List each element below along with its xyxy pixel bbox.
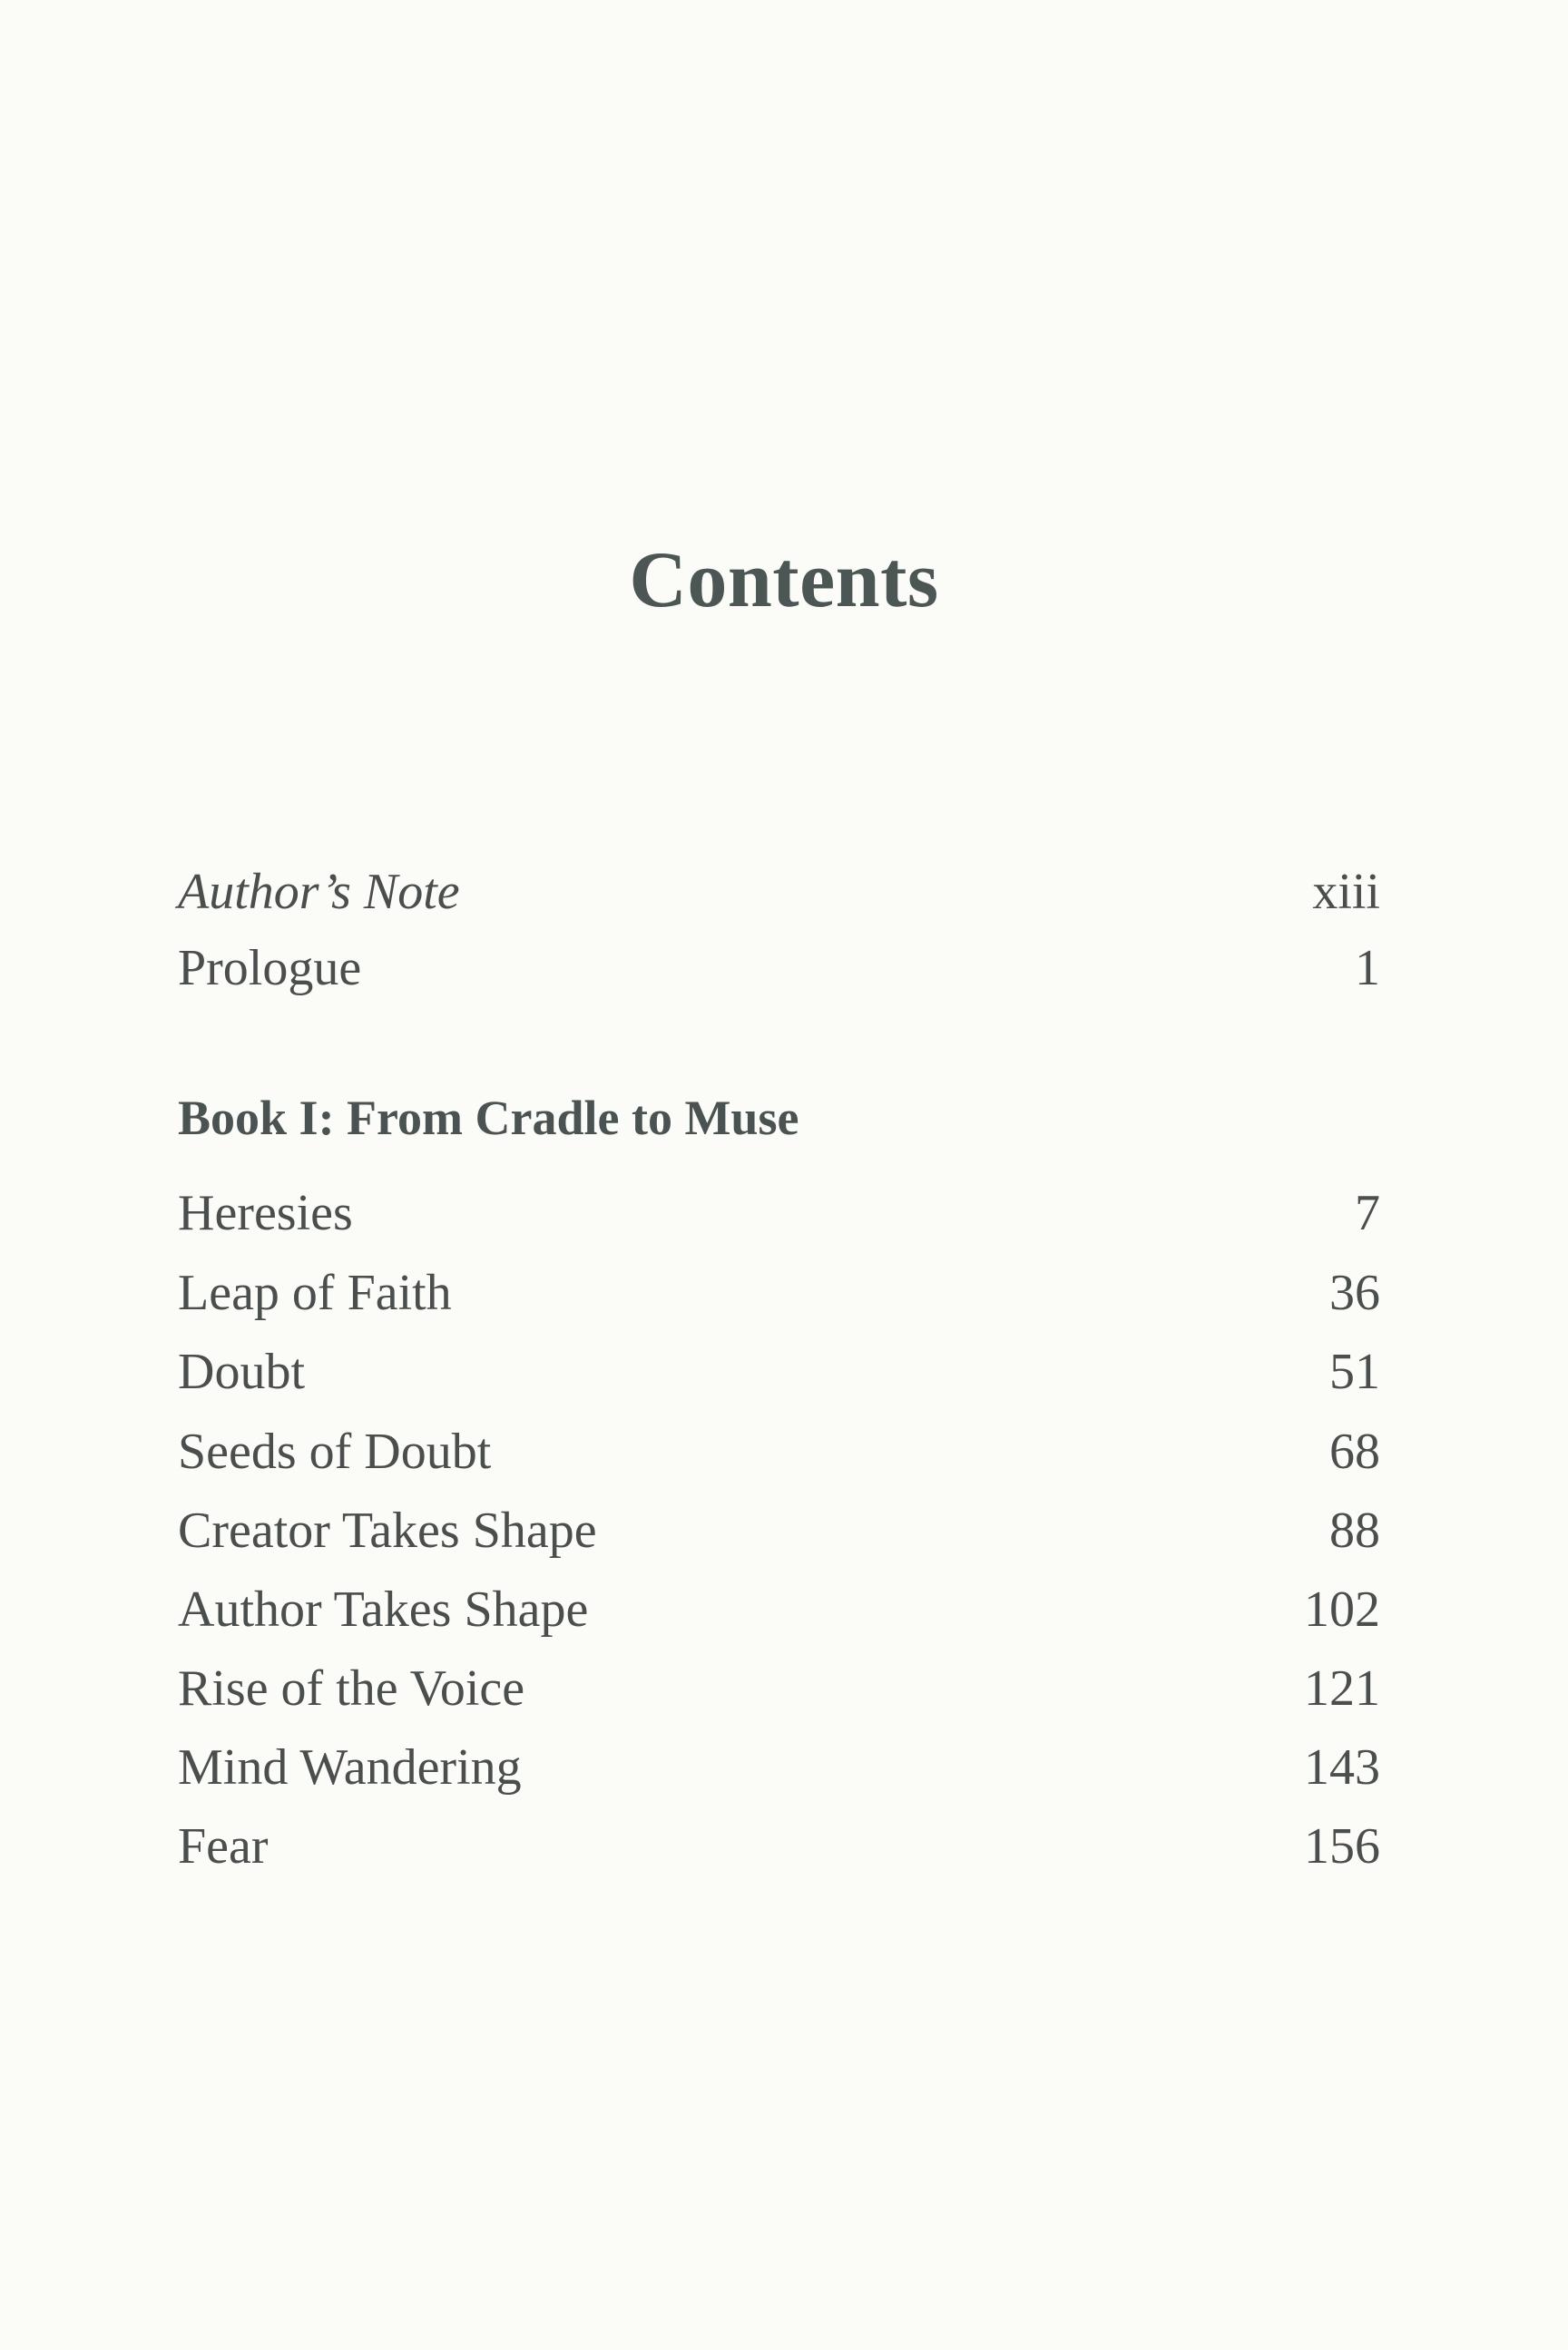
toc-entry-fear (178, 1815, 1380, 1878)
toc-entry-creator-takes-shape (178, 1499, 1380, 1562)
toc-entry-rise-of-the-voice (178, 1657, 1380, 1720)
toc-entry-leap-of-faith (178, 1261, 1380, 1325)
toc-entry-page: 1 (1355, 940, 1380, 996)
toc-entry-page: 51 (1329, 1344, 1380, 1400)
toc-entry-page: 121 (1304, 1660, 1380, 1717)
toc-entry-label: Seeds of Doubt (178, 1424, 492, 1480)
toc-entry-label: Doubt (178, 1344, 305, 1400)
toc-entry-label: Heresies (178, 1185, 353, 1241)
toc-entry-label: Author Takes Shape (178, 1581, 589, 1638)
toc-entry-label: Mind Wandering (178, 1739, 522, 1796)
toc-entry-label: Creator Takes Shape (178, 1503, 597, 1559)
toc-entry-page: 143 (1304, 1739, 1380, 1796)
toc-entry-page: 88 (1329, 1503, 1380, 1559)
toc-entry-label: Author’s Note (178, 864, 460, 920)
toc-entry-author-takes-shape (178, 1578, 1380, 1641)
toc-entry-page: 36 (1329, 1265, 1380, 1321)
toc-entry-doubt (178, 1340, 1380, 1404)
toc-entry-label: Prologue (178, 940, 362, 996)
toc-entry-authors-note (178, 860, 1380, 924)
toc-entry-mind-wandering (178, 1736, 1380, 1799)
toc-entry-heresies (178, 1181, 1380, 1245)
toc-entry-page: 102 (1304, 1581, 1380, 1638)
toc-entry-page: 7 (1355, 1185, 1380, 1241)
toc-entry-page: 68 (1329, 1424, 1380, 1480)
page-title: Contents (629, 536, 939, 624)
toc-entry-label: Rise of the Voice (178, 1660, 525, 1717)
toc-entry-page: 156 (1304, 1818, 1380, 1875)
section-heading-book-1: Book I: From Cradle to Muse (178, 1091, 799, 1145)
toc-entry-page: xiii (1312, 864, 1380, 920)
toc-entry-label: Leap of Faith (178, 1265, 452, 1321)
toc-entry-seeds-of-doubt (178, 1420, 1380, 1483)
toc-entry-label: Fear (178, 1818, 269, 1875)
toc-entry-prologue (178, 936, 1380, 1000)
